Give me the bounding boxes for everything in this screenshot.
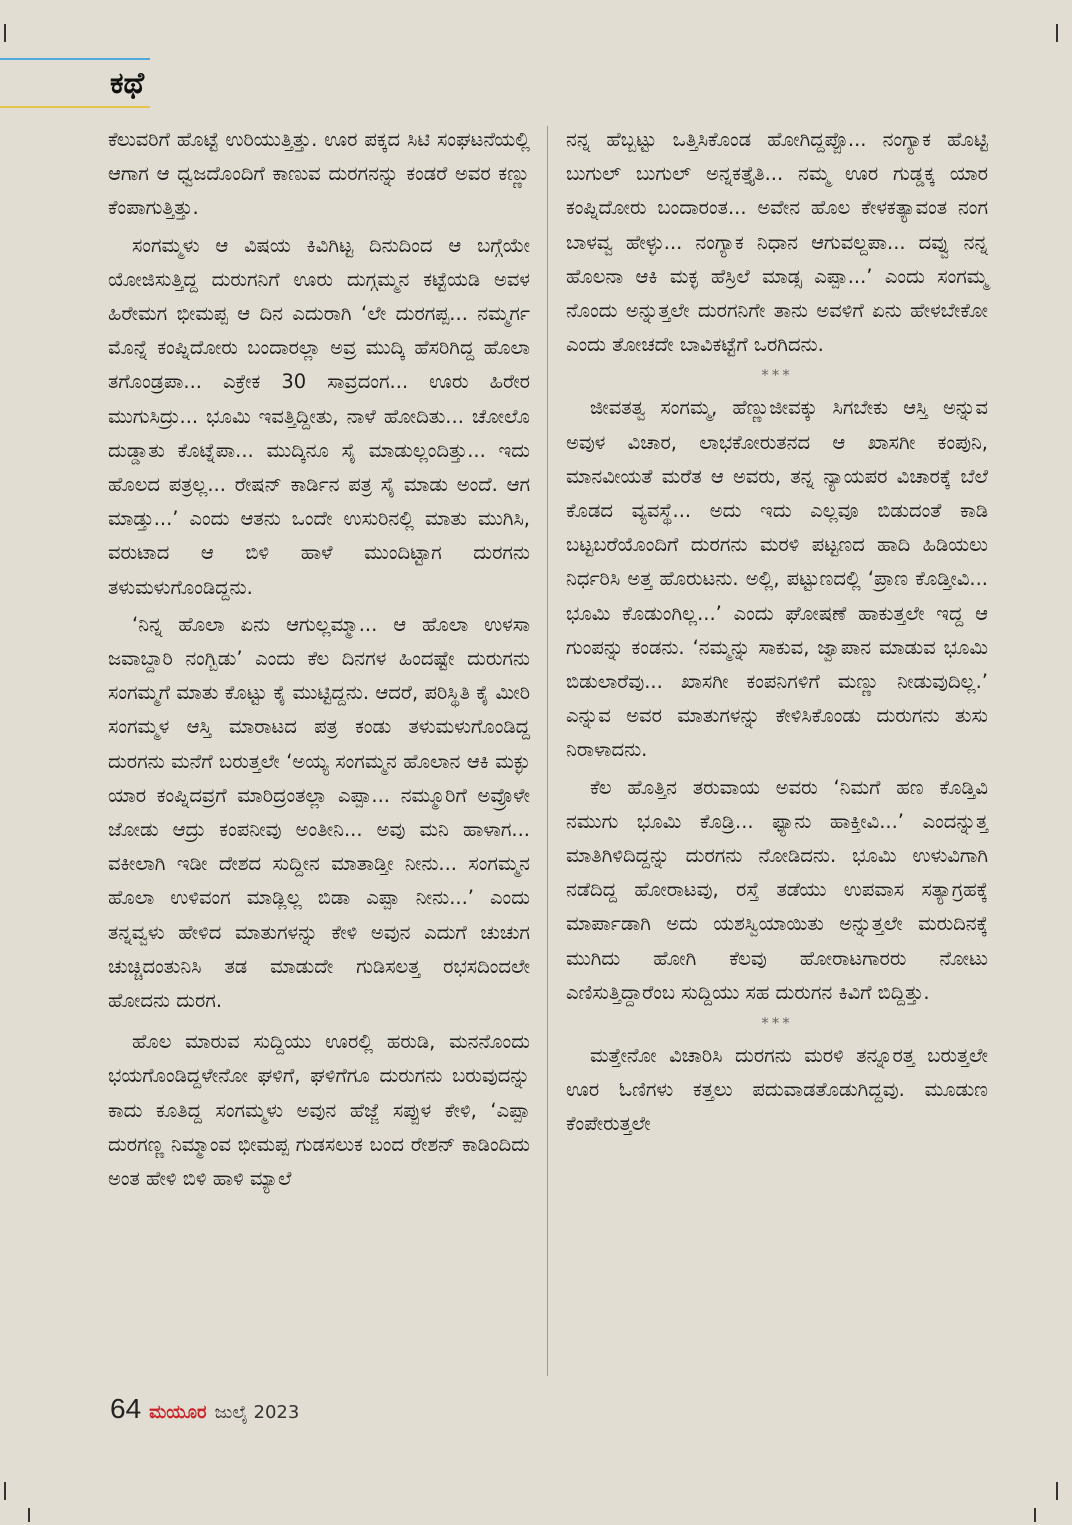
paragraph: ‘ನಿನ್ನ ಹೊಲಾ ಏನು ಆಗುಲ್ಲಮ್ಮಾ... ಆ ಹೊಲಾ ಉಳಸಾ ಜವಾಬ್ದಾರಿ ನಂಗ್ಬಿಡು’ ಎಂದು ಕೆಲ ದಿನಗಳ ಹಿಂದಷ್ಟೇ ದುರುಗನು ಸಂಗಮ್ಮಗೆ ಮಾತು ಕೊಟ್ಟು ಕೈ ಮುಟ್ಟಿದ್ದನು. ಆದರೆ, ಪರಿಸ್ಥಿತಿ ಕೈ ಮೀರಿ ಸಂಗಮ್ಮಳ ಆಸ್ತಿ ಮಾರಾಟದ ಪತ್ರ ಕಂಡು ತಳುಮಳುಗೊಂಡಿದ್ದ ದುರಗನು ಮನೆಗೆ ಬರುತ್ತಲೇ ‘ಅಯ್ಯ ಸಂಗಮ್ಮನ ಹೊಲಾನ ಆಕಿ ಮಕ್ಳು ಯಾರ ಕಂಪ್ನಿದವ್ರಗೆ ಮಾರಿದ್ರಂತಲ್ಲಾ ಎಪ್ಪಾ... ನಮ್ಮೂರಿಗೆ ಅವ್ರೊಳೇ ಜೋಡು ಆದ್ರು ಕಂಪನೀವು ಅಂತೀನಿ... ಅವು ಮನಿ ಹಾಳಾಗ... ವಕೀಲಾಗಿ ಇಡೀ ದೇಶದ ಸುದ್ದೀನ ಮಾತಾಡ್ತೀ ನೀನು... ಸಂಗಮ್ಮನ ಹೊಲಾ ಉಳಿವಂಗ ಮಾಡ್ಲಿಲ್ಲ ಬಿಡಾ ಎಪ್ಪಾ ನೀನು...’ ಎಂದು ತನ್ನವ್ವಳು ಹೇಳಿದ ಮಾತುಗಳನ್ನು ಕೇಳಿ ಅವುನ ಎದುಗೆ ಚುಚುಗ ಚುಚ್ಚಿದಂತುನಿಸಿ ತಡ ಮಾಡುದೇ ಗುಡಿಸಲತ್ತ ರಭಸದಿಂದಲೇ ಹೋದನು ದುರಗ. (108, 612, 530, 1013)
crop-mark (1056, 24, 1058, 42)
paragraph: ಮತ್ತೇನೋ ವಿಚಾರಿಸಿ ದುರಗನು ಮರಳಿ ತನ್ನೂರತ್ತ ಬರುತ್ತಲೇ ಊರ ಓಣಿಗಳು ಕತ್ತಲು ಪದುವಾಡತೊಡುಗಿದ್ದವು. ಮೂಡುಣ ಕೆಂಪೇರುತ್ತಲೇ (566, 1044, 988, 1136)
crop-mark (4, 24, 6, 42)
section-label: ಕಥೆ (110, 66, 145, 101)
header-rule-yellow (0, 106, 150, 108)
paragraph: ಸಂಗಮ್ಮಳು ಆ ವಿಷಯ ಕಿವಿಗಿಟ್ಟ ದಿನುದಿಂದ ಆ ಬಗ್ಗೆಯೇ ಯೋಜಿಸುತ್ತಿದ್ದ ದುರುಗನಿಗೆ ಊರು ದುಗ್ಗಮ್ಮನ ಕಟ್ಟೆಯಡಿ ಅವಳ ಹಿರೇಮಗ ಭೀಮಪ್ಪ ಆ ದಿನ ಎದುರಾಗಿ ‘ಲೇ ದುರಗಪ್ಪ... ನಮ್ಮರ್ಗ ಮೊನ್ನೆ ಕಂಪ್ನಿದೋರು ಬಂದಾರಲ್ಲಾ ಅವ್ರ ಮುದ್ಕಿ ಹೆಸರಿಗಿದ್ದ ಹೊಲಾ ತಗೊಂಡ್ರಪಾ... ಎಕ್ರೇಕ 30 ಸಾವ್ರದಂಗ... ಊರು ಹಿರೇರ ಮುಗುಸಿದ್ರು... ಭೂಮಿ ಇವತ್ತಿದ್ದೀತು, ನಾಳೆ ಹೋದಿತು... ಚೋಲೊ ದುಡ್ಡಾತು ಕೊಟ್ನೆಪಾ... ಮುದ್ಕಿನೂ ಸೈ ಮಾಡುಲ್ಲಂದಿತ್ತು... ಇದು ಹೊಲದ ಪತ್ರಲ್ಲ... ರೇಷನ್ ಕಾರ್ಡಿನ ಪತ್ರ ಸೈ ಮಾಡು ಅಂದೆ. ಆಗ ಮಾಡ್ತು...’ ಎಂದು ಆತನು ಒಂದೇ ಉಸುರಿನಲ್ಲಿ ಮಾತು ಮುಗಿಸಿ, ವರುಟಾದ ಆ ಬಿಳಿ ಹಾಳೆ ಮುಂದಿಟ್ಟಾಗ ದುರಗನು ತಳುಮಳುಗೊಂಡಿದ್ದನು. (108, 233, 530, 599)
column-divider (547, 126, 548, 1376)
page-footer (110, 1393, 299, 1425)
page-number: 64 (110, 1393, 142, 1424)
paragraph: ಹೊಲ ಮಾರುವ ಸುದ್ದಿಯು ಊರಲ್ಲಿ ಹರುಡಿ, ಮನನೊಂದು ಭಯಗೊಂಡಿದ್ದಳೇನೋ ಘಳಿಗೆ, ಘಳಿಗೆಗೂ ದುರುಗನು ಬರುವುದನ್ನು ಕಾದು ಕೂತಿದ್ದ ಸಂಗಮ್ಮಳು ಅವುನ ಹೆಜ್ಜೆ ಸಪ್ಪುಳ ಕೇಳಿ, ‘ಎಪ್ಪಾ ದುರಗಣ್ಣ ನಿಮ್ಮಾಂವ ಭೀಮಪ್ಪ ಗುಡಸಲುಕ ಬಂದ ರೇಶನ್ ಕಾಡಿಂದಿದು ಅಂತ ಹೇಳಿ ಬಿಳಿ ಹಾಳಿ ಮ್ಯಾಲೆ (108, 1030, 530, 1191)
crop-mark (1034, 1508, 1036, 1522)
left-column (108, 123, 530, 1196)
issue-date: ಜುಲೈ 2023 (214, 1402, 300, 1423)
header-rule-blue (0, 58, 150, 60)
magazine-name: ಮಯೂರ (149, 1402, 207, 1423)
scene-break: *** (761, 366, 793, 385)
paragraph: ಕೆಲ ಹೊತ್ತಿನ ತರುವಾಯ ಅವರು ‘ನಿಮಗೆ ಹಣ ಕೊಡ್ತಿವಿ ನಮುಗು ಭೂಮಿ ಕೊಡ್ರಿ... ಫ್ಯಾನು ಹಾಕ್ತೀವಿ...’ ಎಂದನ್ನುತ್ತ ಮಾತಿಗಿಳಿದಿದ್ದನ್ನು ದುರಗನು ನೋಡಿದನು. ಭೂಮಿ ಉಳುವಿಗಾಗಿ ನಡೆದಿದ್ದ ಹೋರಾಟವು, ರಸ್ತೆ ತಡೆಯು ಉಪವಾಸ ಸತ್ಯಾಗ್ರಹಕ್ಕೆ ಮಾರ್ಪಾಡಾಗಿ ಅದು ಯಶಸ್ವಿಯಾಯಿತು ಅನ್ನುತ್ತಲೇ ಮರುದಿನಕ್ಕೆ ಮುಗಿದು ಹೋಗಿ ಕೆಲವು ಹೋರಾಟಗಾರರು ನೋಟು ಎಣಿಸುತ್ತಿದ್ದಾರೆಂಬ ಸುದ್ದಿಯು ಸಹ ದುರುಗನ ಕಿವಿಗೆ ಬಿದ್ದಿತ್ತು. (566, 775, 988, 1004)
crop-mark (4, 1482, 6, 1500)
paragraph: ನನ್ನ ಹೆಬ್ಬಟ್ಟು ಒತ್ತಿಸಿಕೊಂಡ ಹೋಗಿದ್ದಪ್ಪೊ... ನಂಗ್ಯಾಕ ಹೊಟ್ಟಿ ಬುಗುಲ್ ಬುಗುಲ್ ಅನ್ನಕತ್ತೈತಿ... ನಮ್ಮ ಊರ ಗುಡ್ಡಕ್ಕ ಯಾರ ಕಂಪ್ನಿದೋರು ಬಂದಾರಂತ... ಅವೇನ ಹೊಲ ಕೇಳಕತ್ಯಾವಂತ ನಂಗ ಬಾಳವ್ವ ಹೇಳ್ಳು... ನಂಗ್ಯಾಕ ನಿಧಾನ ಆಗುವಲ್ದಪಾ... ದವ್ವು ನನ್ನ ಹೊಲನಾ ಆಕಿ ಮಕ್ಳ ಹೆಸ್ರಿಲೆ ಮಾಡ್ಸ ಎಪ್ಪಾ...’ ಎಂದು ಸಂಗಮ್ಮ ನೊಂದು ಅನ್ನುತ್ತಲೇ ದುರಗನಿಗೇ ತಾನು ಅವಳಿಗೆ ಏನು ಹೇಳಬೇಕೋ ಎಂದು ತೋಚದೇ ಬಾವಿಕಟ್ಟೆಗೆ ಒರಗಿದನು. (566, 128, 988, 357)
crop-mark (1056, 1482, 1058, 1500)
paragraph: ಕೆಲುವರಿಗೆ ಹೊಟ್ಟೆ ಉರಿಯುತ್ತಿತ್ತು. ಊರ ಪಕ್ಕದ ಸಿಟಿ ಸಂಘಟನೆಯಲ್ಲಿ ಆಗಾಗ ಆ ಧ್ವಜದೊಂದಿಗೆ ಕಾಣುವ ದುರಗನನ್ನು ಕಂಡರೆ ಅವರ ಕಣ್ಣು ಕೆಂಪಾಗುತ್ತಿತ್ತು. (108, 128, 530, 220)
right-column (566, 123, 988, 1142)
crop-mark (28, 1508, 30, 1522)
scene-break: *** (761, 1014, 793, 1033)
paragraph: ಜೀವತತ್ವ ಸಂಗಮ್ಮ, ಹೆಣ್ಣುಜೀವಕ್ಕು ಸಿಗಬೇಕು ಆಸ್ತಿ ಅನ್ನುವ ಅವುಳ ವಿಚಾರ, ಲಾಭಕೋರುತನದ ಆ ಖಾಸಗೀ ಕಂಪುನಿ, ಮಾನವೀಯತೆ ಮರೆತ ಆ ಅವರು, ತನ್ನ ನ್ಯಾಯಪರ ವಿಚಾರಕ್ಕೆ ಬೆಲೆ ಕೊಡದ ವ್ಯವಸ್ಥೆ... ಅದು ಇದು ಎಲ್ಲವೂ ಬಿಡುದಂತೆ ಕಾಡಿ ಬಟ್ಟಬರೆಯೊಂದಿಗೆ ದುರಗನು ಮರಳಿ ಪಟ್ಟಣದ ಹಾದಿ ಹಿಡಿಯಲು ನಿರ್ಧರಿಸಿ ಅತ್ತ ಹೊರುಟನು. ಅಲ್ಲಿ, ಪಟ್ಟುಣದಲ್ಲಿ ‘ಪ್ರಾಣ ಕೊಡ್ತೀವಿ... ಭೂಮಿ ಕೊಡುಂಗಿಲ್ಲ...’ ಎಂದು ಘೋಷಣೆ ಹಾಕುತ್ತಲೇ ಇದ್ದ ಆ ಗುಂಪನ್ನು ಕಂಡನು. ‘ನಮ್ಮನ್ನು ಸಾಕುವ, ಜ್ವಾಪಾನ ಮಾಡುವ ಭೂಮಿ ಬಿಡುಲಾರೆವು... ಖಾಸಗೀ ಕಂಪನಿಗಳಿಗೆ ಮಣ್ಣು ನೀಡುವುದಿಲ್ಲ.’ ಎನ್ನುವ ಅವರ ಮಾತುಗಳನ್ನು ಕೇಳಿಸಿಕೊಂಡು ದುರುಗನು ತುಸು ನಿರಾಳಾದನು. (566, 396, 988, 762)
